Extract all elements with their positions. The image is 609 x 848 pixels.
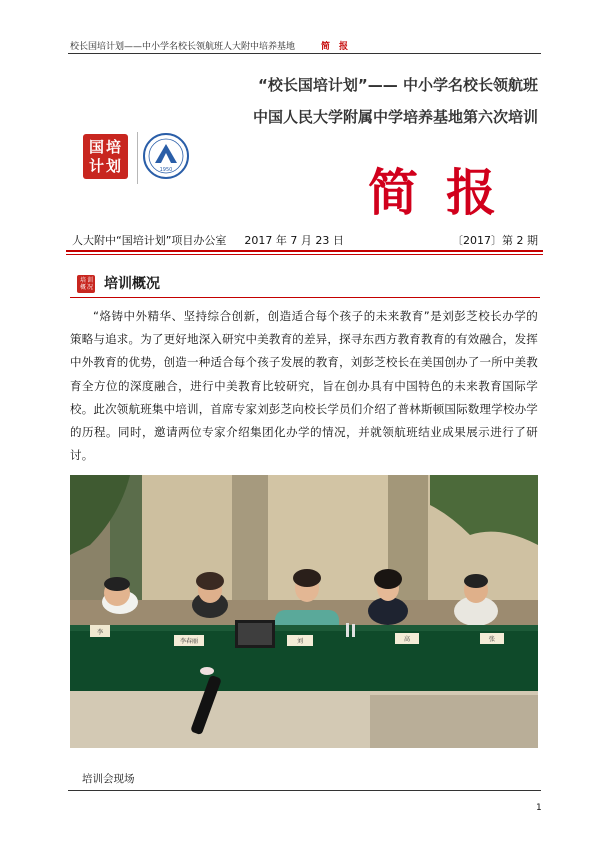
name-card-label: 高 [403,636,411,643]
name-card-label: 李 [96,629,104,636]
section-icon-char: 培 [80,277,87,284]
logo-divider [137,132,138,184]
seal-char: 划 [106,157,122,175]
body-paragraph: “烙铸中外精华、坚持综合创新，创造适合每个孩子的未来教育”是刘彭芝校长办学的策略与追求。为了更好地深入研究中美教育的差异，探寻东西方教育教育的有效融合，发挥中外教育的优势，创造一种适合每个孩子发展的教育，刘彭芝校长在美国创办了一所中美教育全方位的深度融合，进行中美教育比较研究，旨在创办具有中国特色的未来教育国际学校。此次领航班集中培训，首席专家刘彭芝向校长学员们介绍了普林斯顿国际数理学校办学的历程。同时，邀请两位专家介绍集团化办学的情况，并就领航班结业成果展示进行了研讨。 [70,309,538,463]
issuer-line [72,232,344,248]
name-card-label: 张 [488,636,496,643]
meeting-photo [70,475,538,748]
section-title: 培训概况 [104,276,160,292]
document-title-line1: “校长国培计划”—— 中小学名校长领航班 [258,76,538,94]
issue-date: 2017 年 7 月 23 日 [244,234,344,247]
issuing-office: 人大附中“国培计划”项目办公室 [72,234,227,247]
name-card-label: 刘 [296,638,304,645]
seal-char: 计 [89,157,105,175]
meeting-photo-illustration [70,475,538,748]
red-divider-thick [66,250,543,252]
issue-number: 〔2017〕第 2 期 [452,234,538,247]
section-icon-char: 况 [87,284,94,291]
section-underline [70,297,540,298]
seal-char: 培 [106,138,122,156]
photo-caption: 培训会现场 [82,773,135,785]
footer-rule [68,790,541,791]
running-header [70,39,540,52]
document-title-line2: 中国人民大学附属中学培养基地第六次培训 [252,108,538,126]
section-icon-char: 训 [87,277,94,284]
seal-char: 国 [89,138,105,156]
emblem-year: 1950 [159,167,173,173]
section-icon-char: 概 [80,284,87,291]
header-rule [68,53,541,54]
red-divider-thin [66,254,543,255]
section-seal-icon [77,275,95,293]
bulletin-heading: 简报 [368,163,524,222]
running-header-title: 校长国培计划——中小学名校长领航班人大附中培养基地 [70,42,296,52]
running-header-highlight: 简 报 [321,42,349,52]
guopei-seal-logo [83,134,128,179]
section-body [70,305,538,467]
page-number: 1 [536,803,542,813]
school-emblem-logo [142,132,190,180]
name-card-label: 李春丽 [179,638,199,645]
